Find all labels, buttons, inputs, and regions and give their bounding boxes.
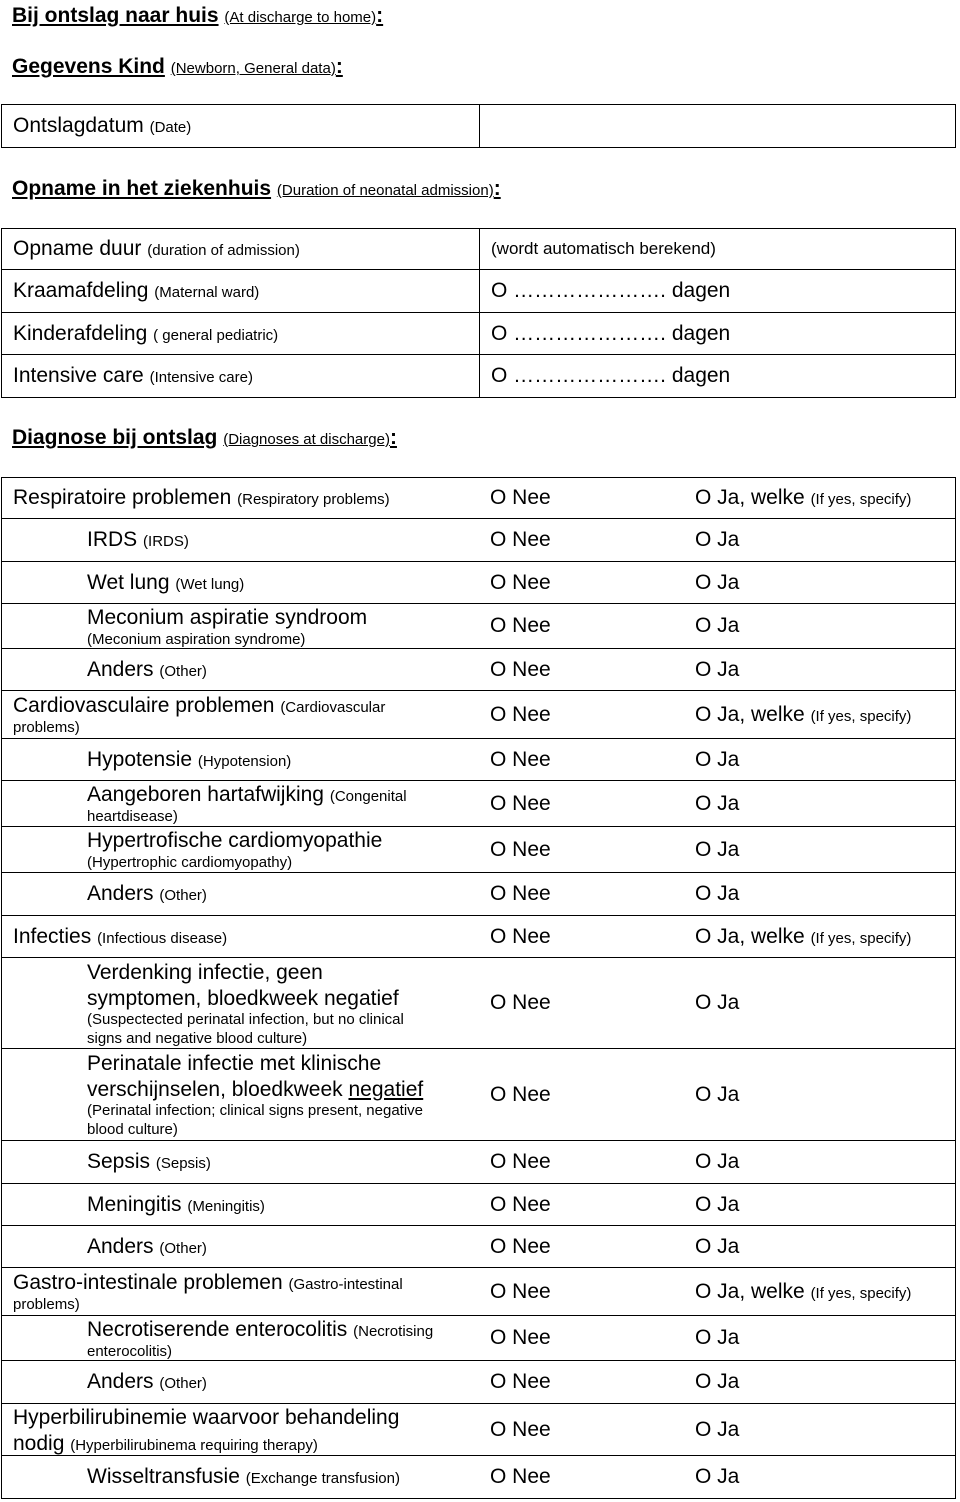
exchange-nee[interactable]: O Nee [490, 1465, 551, 1488]
infection-other-nee[interactable]: O Nee [490, 1234, 551, 1258]
infection-ja-welke[interactable]: O Ja, welke (If yes, specify) [695, 924, 912, 948]
perinatal-infection-nee[interactable]: O Nee [490, 1082, 551, 1106]
icu-label: Intensive care (Intensive care) [13, 364, 253, 388]
sepsis-ja[interactable]: O Ja [695, 1150, 740, 1173]
wetlung-row [1, 562, 956, 604]
hyperbili-row [1, 1404, 956, 1456]
cardio-nee[interactable]: O Nee [490, 702, 551, 726]
wetlung-nee[interactable]: O Nee [490, 570, 551, 594]
nec-row [1, 1316, 956, 1361]
hypotension-row [1, 739, 956, 781]
diagnosis-heading: Diagnose bij ontslag (Diagnoses at discharge): [12, 426, 397, 449]
page-title: Bij ontslag naar huis (At discharge to home): [12, 4, 384, 27]
respiratory-ja-welke[interactable]: O Ja, welke (If yes, specify) [695, 486, 912, 509]
gi-other-nee[interactable]: O Nee [490, 1370, 551, 1393]
cardio-other-label: Anders (Other) [87, 882, 207, 906]
sepsis-row [1, 1141, 956, 1184]
icu-days[interactable]: O …………………. dagen [491, 364, 731, 387]
newborn-heading: Gegevens Kind (Newborn, General data): [12, 55, 343, 78]
respiratory-nee[interactable]: O Nee [490, 486, 551, 509]
sepsis-nee[interactable]: O Nee [490, 1150, 551, 1173]
meningitis-ja[interactable]: O Ja [695, 1192, 740, 1216]
wetlung-ja[interactable]: O Ja [695, 570, 740, 594]
pediatric-label: Kinderafdeling ( general pediatric) [13, 321, 279, 345]
discharge-date-row [1, 104, 956, 148]
congenital-row [1, 781, 956, 827]
meconium-row [1, 604, 956, 649]
hyperbili-label: Hyperbilirubinemie waarvoor behandeling nodig (Hyperbilirubinema requiring therapy) [13, 1406, 400, 1455]
cardio-label: Cardiovasculaire problemen (Cardiovascular problems) [13, 694, 386, 736]
perinatal-infection-row [1, 1049, 956, 1141]
admission-duration-row [1, 228, 956, 270]
hcm-ja[interactable]: O Ja [695, 837, 740, 861]
cardio-other-row [1, 873, 956, 916]
suspected-infection-ja[interactable]: O Ja [695, 991, 740, 1014]
infection-other-label: Anders (Other) [87, 1234, 207, 1258]
resp-other-row [1, 649, 956, 691]
exchange-row [1, 1456, 956, 1499]
hcm-nee[interactable]: O Nee [490, 837, 551, 861]
nec-label: Necrotiserende enterocolitis (Necrotising enterocolitis) [87, 1318, 434, 1360]
suspected-infection-nee[interactable]: O Nee [490, 991, 551, 1014]
nec-ja[interactable]: O Ja [695, 1326, 740, 1349]
pediatric-row [1, 313, 956, 355]
cardio-other-nee[interactable]: O Nee [490, 882, 551, 905]
icu-row [1, 355, 956, 398]
auto-calculated-note: (wordt automatisch berekend) [491, 239, 716, 258]
admission-heading: Opname in het ziekenhuis (Duration of neonatal admission): [12, 177, 501, 200]
irds-label: IRDS (IRDS) [87, 528, 189, 552]
congenital-nee[interactable]: O Nee [490, 791, 551, 815]
resp-other-nee[interactable]: O Nee [490, 657, 551, 681]
infection-other-row [1, 1226, 956, 1268]
respiratory-row [1, 477, 956, 519]
infection-label: Infecties (Infectious disease) [13, 924, 228, 948]
resp-other-ja[interactable]: O Ja [695, 657, 740, 681]
wetlung-label: Wet lung (Wet lung) [87, 570, 245, 594]
maternal-ward-label: Kraamafdeling (Maternal ward) [13, 279, 260, 303]
meningitis-label: Meningitis (Meningitis) [87, 1192, 265, 1216]
hyperbili-nee[interactable]: O Nee [490, 1417, 551, 1441]
infection-row [1, 916, 956, 958]
suspected-infection-row [1, 958, 956, 1049]
congenital-label: Aangeboren hartafwijking (Congenital heartdisease) [87, 783, 407, 825]
discharge-date-label: Ontslagdatum (Date) [13, 114, 192, 138]
maternal-ward-days[interactable]: O …………………. dagen [491, 279, 731, 302]
hyperbili-ja[interactable]: O Ja [695, 1417, 740, 1441]
suspected-infection-label: Verdenking infectie, geen symptomen, bloedkweek negatief (Suspectected perinatal infection, but no clinical signs and negative blood culture) [87, 961, 404, 1047]
discharge-date-field[interactable] [480, 105, 955, 147]
infection-nee[interactable]: O Nee [490, 924, 551, 948]
irds-ja[interactable]: O Ja [695, 528, 740, 551]
pediatric-days[interactable]: O …………………. dagen [491, 321, 731, 345]
cardio-row [1, 691, 956, 739]
congenital-ja[interactable]: O Ja [695, 791, 740, 815]
admission-duration-label: Opname duur (duration of admission) [13, 237, 300, 261]
gi-other-label: Anders (Other) [87, 1370, 207, 1394]
meconium-nee[interactable]: O Nee [490, 614, 551, 637]
irds-nee[interactable]: O Nee [490, 528, 551, 551]
gi-ja-welke[interactable]: O Ja, welke (If yes, specify) [695, 1279, 912, 1303]
irds-row [1, 519, 956, 562]
perinatal-infection-label: Perinatale infectie met klinische verschijnselen, bloedkweek negatief (Perinatal infection; clinical signs present, negative blood culture) [87, 1052, 424, 1138]
respiratory-label: Respiratoire problemen (Respiratory problems) [13, 486, 390, 510]
gi-row [1, 1268, 956, 1316]
nec-nee[interactable]: O Nee [490, 1326, 551, 1349]
exchange-label: Wisseltransfusie (Exchange transfusion) [87, 1465, 400, 1489]
meningitis-row [1, 1184, 956, 1226]
resp-other-label: Anders (Other) [87, 657, 207, 681]
exchange-ja[interactable]: O Ja [695, 1465, 740, 1488]
meconium-label: Meconium aspiratie syndroom (Meconium aspiration syndrome) [87, 606, 368, 648]
meconium-ja[interactable]: O Ja [695, 614, 740, 637]
hypotension-ja[interactable]: O Ja [695, 747, 740, 771]
gi-other-row [1, 1361, 956, 1404]
perinatal-infection-ja[interactable]: O Ja [695, 1082, 740, 1106]
meningitis-nee[interactable]: O Nee [490, 1192, 551, 1216]
hcm-row [1, 827, 956, 873]
sepsis-label: Sepsis (Sepsis) [87, 1150, 211, 1174]
cardio-other-ja[interactable]: O Ja [695, 882, 740, 905]
infection-other-ja[interactable]: O Ja [695, 1234, 740, 1258]
maternal-ward-row [1, 270, 956, 313]
gi-other-ja[interactable]: O Ja [695, 1370, 740, 1393]
hypotension-label: Hypotensie (Hypotension) [87, 747, 292, 771]
gi-nee[interactable]: O Nee [490, 1279, 551, 1303]
hcm-label: Hypertrofische cardiomyopathie (Hypertrophic cardiomyopathy) [87, 829, 383, 871]
cardio-ja-welke[interactable]: O Ja, welke (If yes, specify) [695, 702, 912, 726]
gi-label: Gastro-intestinale problemen (Gastro-intestinal problems) [13, 1271, 403, 1313]
hypotension-nee[interactable]: O Nee [490, 747, 551, 771]
